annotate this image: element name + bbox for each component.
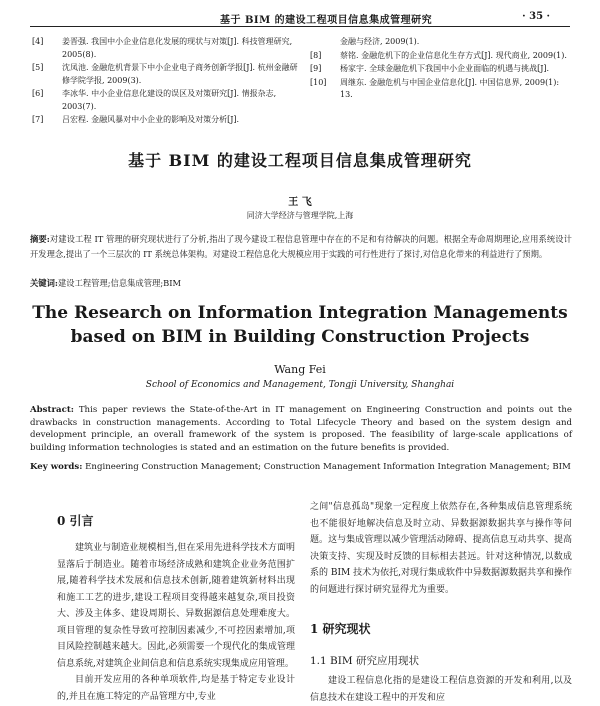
keywords-en-label: Key words: xyxy=(30,462,83,472)
keywords-en-text: Engineering Construction Management; Construction Management Information Integration Management; BIM xyxy=(85,462,571,472)
reference-item: [10] 周继东. 金融危机与中国企业信息化[J]. 中国信息界, 2009(1): 13. xyxy=(310,77,560,99)
body-paragraph: 目前开发应用的各种单项软件,均是基于特定专业设计的,并且在施工特定的产品管理方中,专业 xyxy=(57,675,295,702)
body-paragraph: 建设工程信息化指的是建设工程信息资源的开发和利用,以及信息技术在建设工程中的开发和应 xyxy=(310,676,572,703)
reference-item: 金融与经济, 2009(1). xyxy=(340,37,420,46)
reference-list-left xyxy=(32,36,302,128)
body-column-right-lower xyxy=(310,673,572,706)
keywords-zh-text: 建设工程管理;信息集成管理;BIM xyxy=(57,278,181,288)
paper-title-en xyxy=(0,301,600,349)
affiliation-zh: 同济大学经济与管理学院,上海 xyxy=(246,211,354,220)
reference-item: [4] 姜晋强. 我国中小企业信息化发展的现状与对策[J]. 科技管理研究, 2005(8). xyxy=(32,37,293,59)
page-number: · 35 · xyxy=(522,11,550,22)
running-title: 基于 BIM 的建设工程项目信息集成管理研究 xyxy=(220,15,433,26)
body-column-left xyxy=(57,540,295,705)
author-en: Wang Fei xyxy=(274,363,326,376)
abstract-en-label: Abstract: xyxy=(30,405,74,415)
abstract-en-text: This paper reviews the State-of-the-Art in IT management on Engineering Construction and points out the drawbacks in construction managements. According to Total Lifecycle Theory and based on the system design and development principle, an overall framework of the system is proposed. The feasibility of large-scale applications of building information technologies is stated and an estimation on the future benefits is provided. xyxy=(30,405,572,453)
abstract-zh-text: 对建设工程 IT 管理的研究现状进行了分析,指出了现今建设工程信息管理中存在的不足和有待解决的问题。根据全寿命周期理论,应用系统设计开发理念,提出了一个三层次的 IT 系统总体架构。对建设工程信息化大规模应用于实践的可行性进行了探讨,对信息化带来的利益进行了预期。 xyxy=(30,234,572,259)
abstract-zh xyxy=(30,232,572,262)
paper-title-en-line2: based on BIM in Building Construction Projects xyxy=(70,327,530,347)
author-zh: 王 飞 xyxy=(288,197,312,208)
keywords-en xyxy=(30,461,572,474)
abstract-en xyxy=(30,404,572,454)
body-paragraph: 建筑业与制造业规模相当,但在采用先进科学技术方面明显落后于制造业。随着市场经济成熟和建筑企业业务范围扩展,随着科学技术发展和信息技术创新,随着建筑新材料出现和施工工艺的进步,建设工程项目变得越来越复杂,项目投资大、涉及主体多、建设周期长、异数据源信息处理难度大。项目管理的复杂性导致可控制因素减少,不可控因素增加,项目风险控制越来越大。因此,必须需要一个现代化的集成管理信息系统,对建筑企业间信息和信息系统实现集成应用管理。 xyxy=(57,543,295,669)
running-header xyxy=(30,6,570,27)
section-1-1-heading: 1.1 BIM 研究应用现状 xyxy=(310,655,419,667)
section-1-heading: 1 研究现状 xyxy=(310,622,371,636)
section-0-heading: 0 引言 xyxy=(57,514,94,528)
reference-item: [8] 蔡铭. 金融危机下的企业信息化生存方式[J]. 现代商业, 2009(1). xyxy=(310,50,567,60)
reference-item: [5] 沈凤池. 金融危机背景下中小企业电子商务创新学报[J]. 杭州金融研修学院学报, 2009(3). xyxy=(32,63,298,85)
keywords-zh-label: 关键词: xyxy=(30,278,58,288)
reference-item: [7] 吕宏程. 金融风暴对中小企业的影响及对策分析[J]. xyxy=(32,115,240,124)
body-paragraph: 之间"信息孤岛"现象一定程度上依然存在,各种集成信息管理系统也不能很好地解决信息及时立动、异数据源数据共享与操作等问题。这与集成管理以减少管理活动障碍、提高信息互动共享、提高决策支持、实现及时反馈的目标相去甚远。针对这种情况,以数成系的 BIM 技术为依托,对现行集成软件中异数据源数据共享和操作的问题进行探讨研究显得尤为重要。 xyxy=(310,502,572,595)
body-column-right xyxy=(310,499,572,598)
reference-item: [6] 李冰华. 中小企业信息化建设的误区及对策研究[J]. 情报杂志, 2003(7). xyxy=(32,89,277,111)
affiliation-en: School of Economics and Management, Tongji University, Shanghai xyxy=(145,380,455,390)
paper-title-zh: 基于 BIM 的建设工程项目信息集成管理研究 xyxy=(128,151,472,170)
abstract-zh-label: 摘要: xyxy=(30,234,50,244)
reference-item: [9] 杨家宇. 全球金融危机下我国中小企业面临的机遇与挑战[J]. xyxy=(310,64,550,73)
reference-list-right xyxy=(310,36,572,103)
keywords-zh xyxy=(30,277,572,289)
paper-title-en-line1: The Research on Information Integration Managements xyxy=(32,303,568,323)
